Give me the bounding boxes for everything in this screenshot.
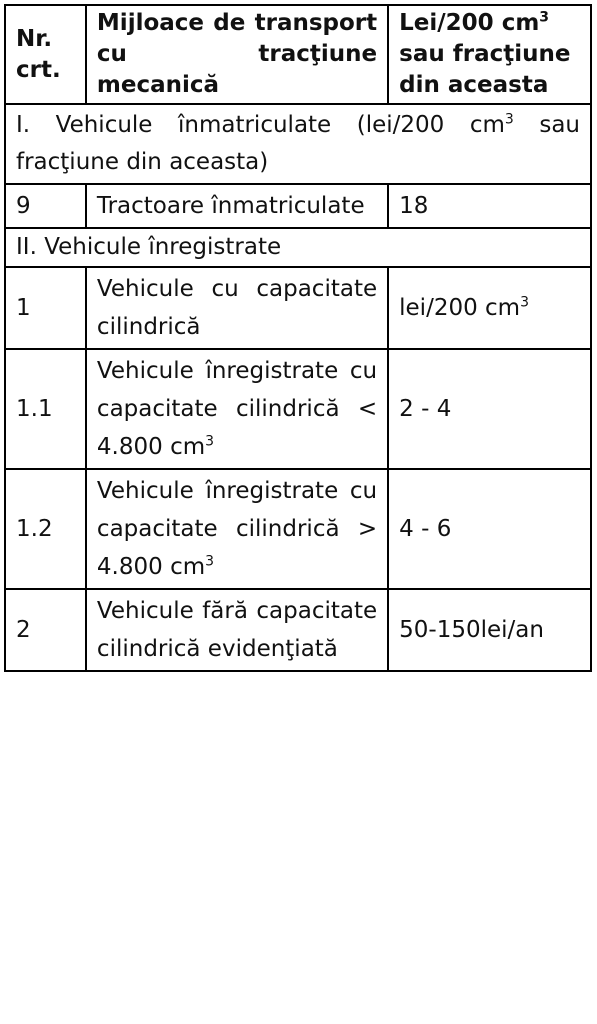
row-description: Vehicule fără capacitate cilindrică evidenţiată [86, 589, 388, 671]
header-rate: Lei/200 $cm^3$ sau fracţiune din aceasta [388, 5, 591, 104]
row-description: Tractoare înmatriculate [86, 184, 388, 228]
row-value: 4 - 6 [388, 469, 591, 589]
header-row [5, 5, 591, 104]
table-row [5, 184, 591, 228]
row-nr: 1.1 [5, 349, 86, 469]
row-description: Vehicule înregistrate cu capacitate cilindrică > 4.800 $cm^3$ [86, 469, 388, 589]
table-row [5, 589, 591, 671]
tax-table [4, 4, 592, 672]
section-title-registered: I. Vehicule înmatriculate (lei/200 $cm^3$ sau fracţiune din aceasta) [5, 104, 591, 184]
row-value: 50-150lei/an [388, 589, 591, 671]
header-nr-crt: Nr. crt. [5, 5, 86, 104]
header-transport: Mijloace de transport cu tracţiune mecanică [86, 5, 388, 104]
row-description: Vehicule cu capacitate cilindrică [86, 267, 388, 349]
row-nr: 1 [5, 267, 86, 349]
section-registered [5, 104, 591, 184]
section-recorded [5, 228, 591, 267]
table-row [5, 349, 591, 469]
row-nr: 1.2 [5, 469, 86, 589]
row-nr: 9 [5, 184, 86, 228]
row-nr: 2 [5, 589, 86, 671]
table-row [5, 469, 591, 589]
row-value: 2 - 4 [388, 349, 591, 469]
row-value: lei/200 $cm^3$ [388, 267, 591, 349]
row-description: Vehicule înregistrate cu capacitate cilindrică < 4.800 $cm^3$ [86, 349, 388, 469]
row-value: 18 [388, 184, 591, 228]
table-row [5, 267, 591, 349]
section-title-recorded: II. Vehicule înregistrate [5, 228, 591, 267]
